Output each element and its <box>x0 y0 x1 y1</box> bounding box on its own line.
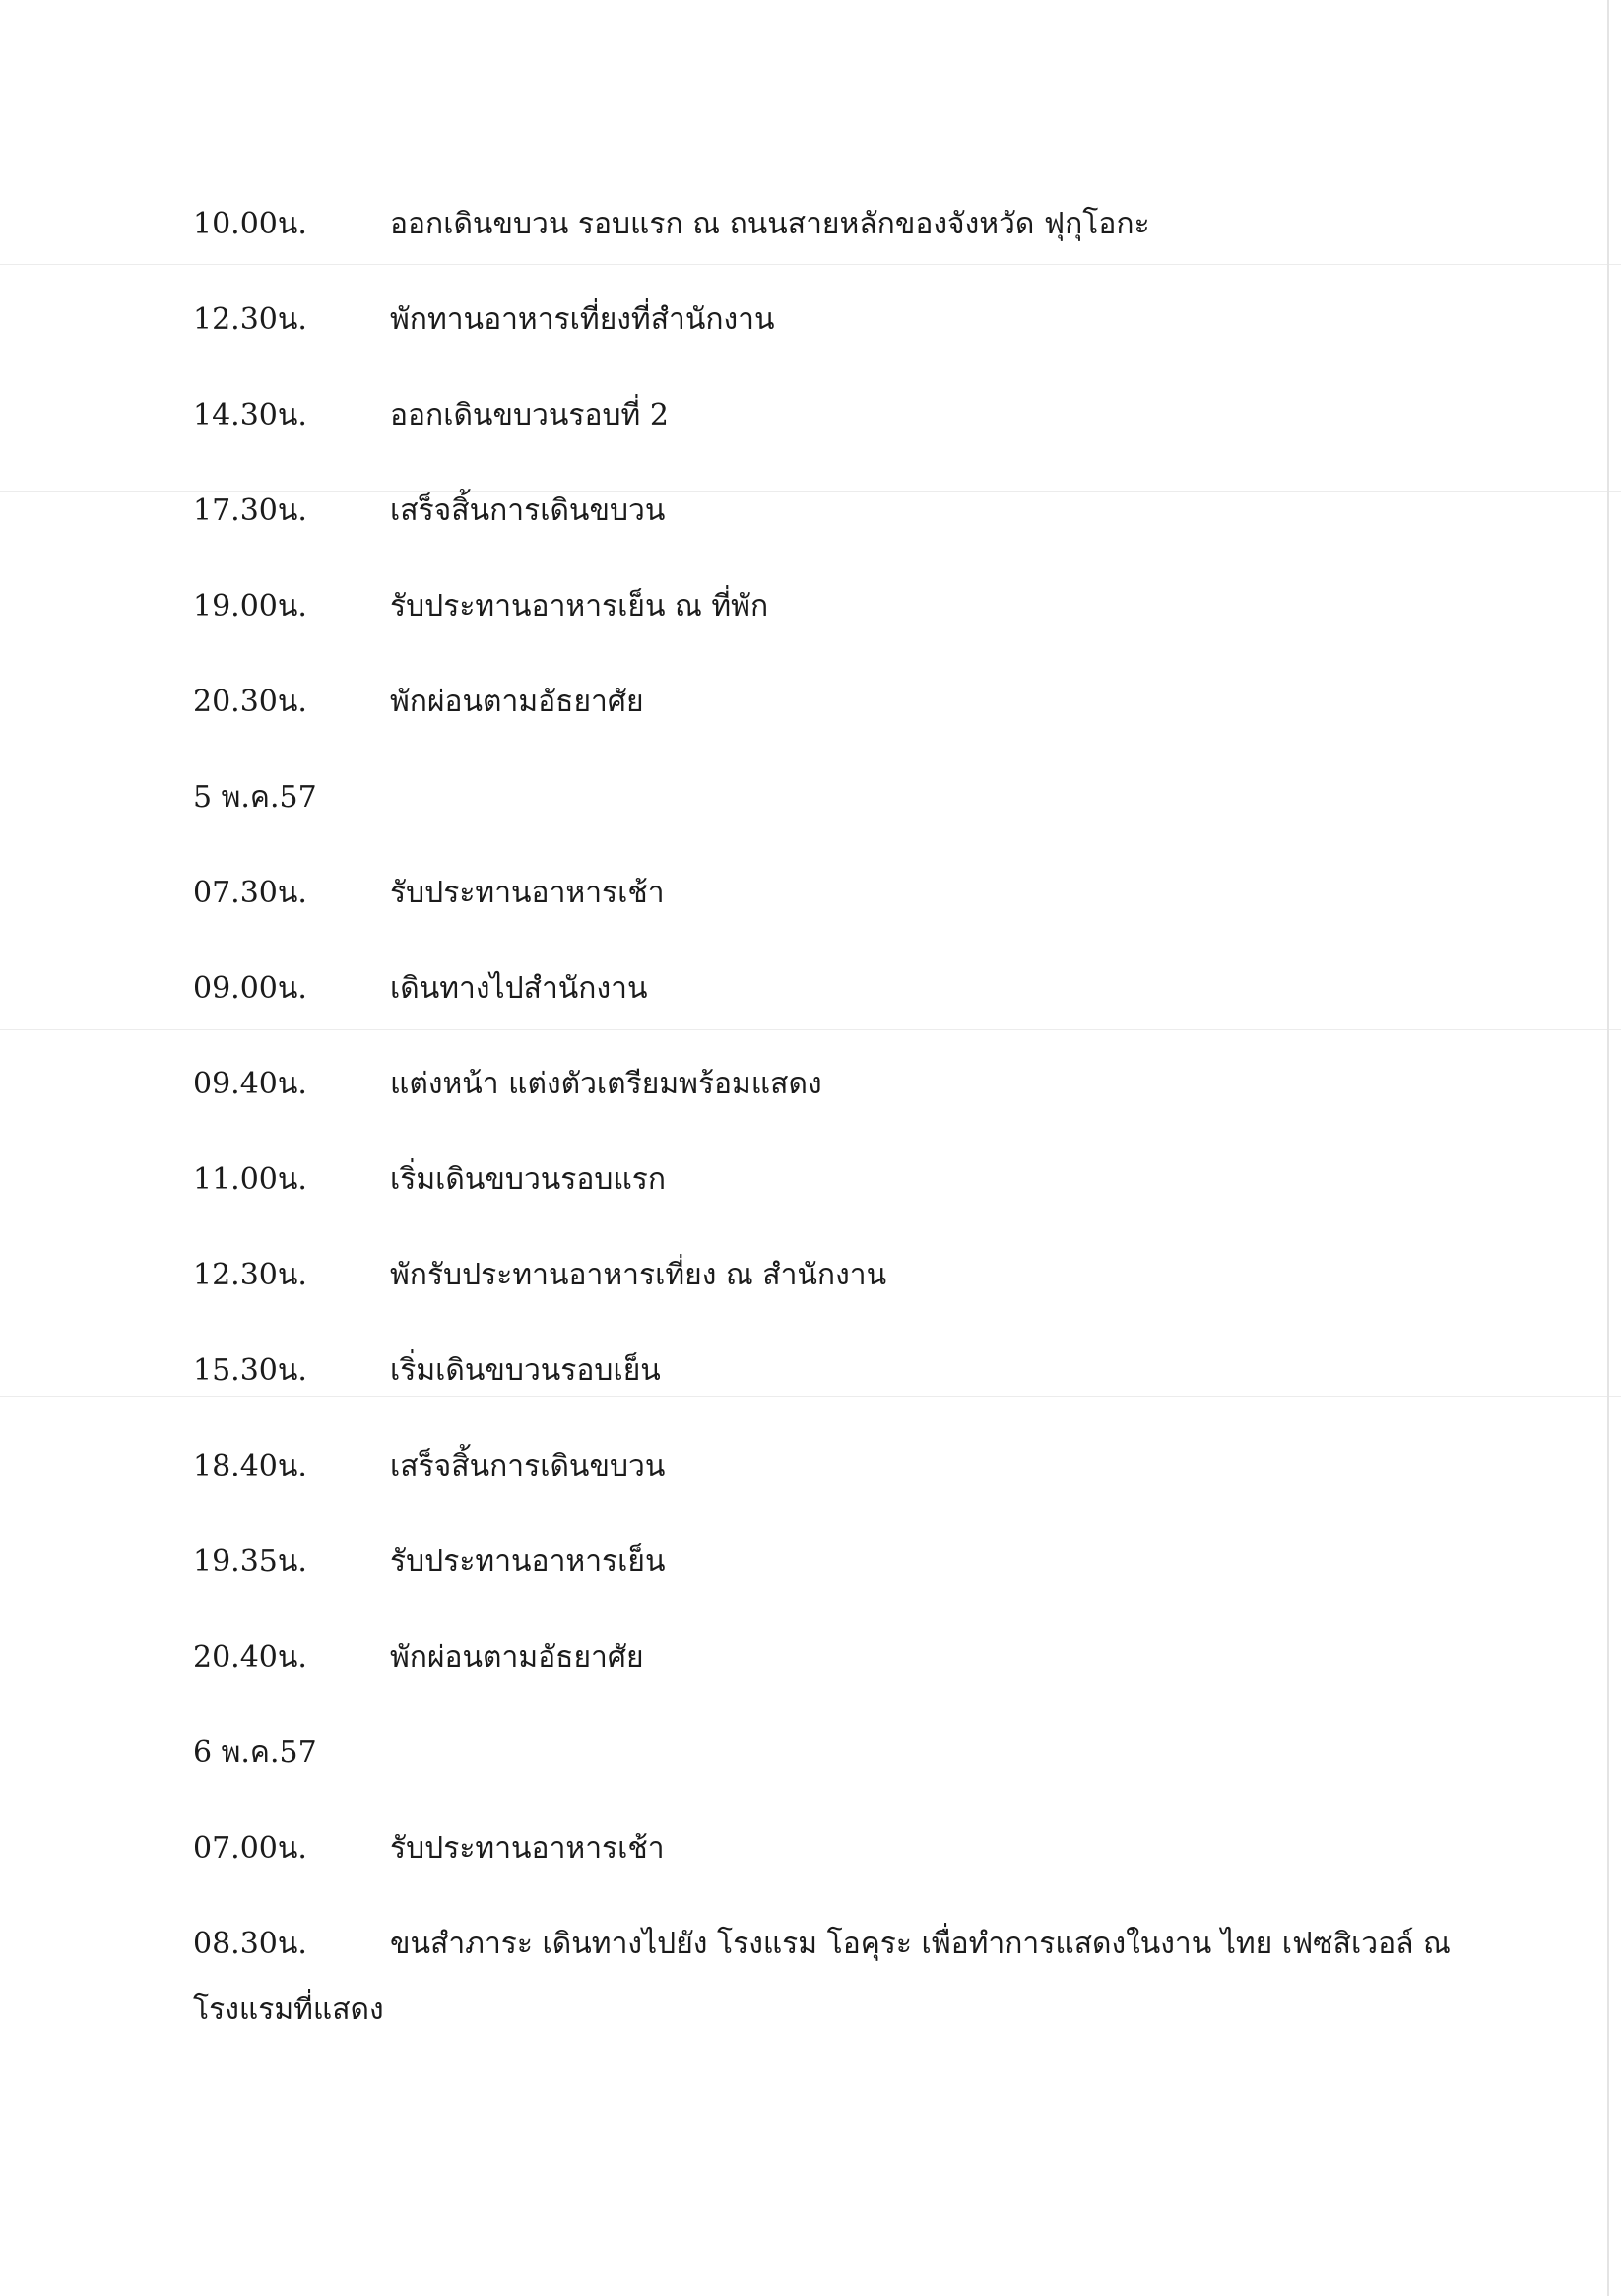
schedule-activity: เริ่มเดินขบวนรอบแรก <box>390 1162 667 1197</box>
schedule-time: 20.40น. <box>193 1640 307 1674</box>
schedule-activity: พักทานอาหารเที่ยงที่สำนักงาน <box>390 302 775 337</box>
day-heading <box>0 768 1621 827</box>
schedule-activity-continuation: โรงแรมที่แสดง <box>193 1993 384 2027</box>
schedule-row <box>0 1915 1621 1974</box>
day-date: 6 พ.ค.57 <box>193 1736 317 1770</box>
schedule-time: 18.40น. <box>193 1449 307 1483</box>
schedule-time: 11.00น. <box>193 1162 307 1197</box>
schedule-row <box>0 482 1621 541</box>
schedule-activity: รับประทานอาหารเช้า <box>390 1831 665 1866</box>
schedule-time: 20.30น. <box>193 685 307 719</box>
schedule-row <box>0 959 1621 1018</box>
schedule-row <box>0 386 1621 445</box>
schedule-time: 17.30น. <box>193 493 307 528</box>
scan-artifact-line <box>0 1029 1621 1030</box>
schedule-time: 09.40น. <box>193 1067 307 1101</box>
schedule-activity: แต่งหน้า แต่งตัวเตรียมพร้อมแสดง <box>390 1067 822 1101</box>
schedule-row <box>0 864 1621 923</box>
schedule-row <box>0 1342 1621 1401</box>
schedule-activity: รับประทานอาหารเช้า <box>390 876 665 910</box>
scan-artifact-line <box>0 264 1621 265</box>
schedule-row <box>0 1150 1621 1210</box>
schedule-activity: ขนสำภาระ เดินทางไปยัง โรงแรม โอคุระ เพื่อทำการแสดงในงาน ไทย เฟซสิเวอล์ ณ <box>390 1927 1451 1961</box>
schedule-activity: ออกเดินขบวน รอบแรก ณ ถนนสายหลักของจังหวัด ฟุกุโอกะ <box>390 207 1150 241</box>
schedule-time: 19.35น. <box>193 1544 307 1579</box>
schedule-time: 07.30น. <box>193 876 307 910</box>
schedule-time: 19.00น. <box>193 589 307 623</box>
schedule-time: 14.30น. <box>193 398 307 432</box>
schedule-activity: รับประทานอาหารเย็น ณ ที่พัก <box>390 589 769 623</box>
schedule-row <box>0 1055 1621 1114</box>
schedule-activity: เสร็จสิ้นการเดินขบวน <box>390 493 666 528</box>
schedule-activity: รับประทานอาหารเย็น <box>390 1544 666 1579</box>
schedule-row <box>0 577 1621 636</box>
schedule-row <box>0 291 1621 350</box>
day-date: 5 พ.ค.57 <box>193 780 317 815</box>
schedule-activity: ออกเดินขบวนรอบที่ 2 <box>390 398 669 432</box>
schedule-time: 07.00น. <box>193 1831 307 1866</box>
schedule-activity: เดินทางไปสำนักงาน <box>390 971 648 1006</box>
schedule-row <box>0 1246 1621 1305</box>
schedule-activity: เสร็จสิ้นการเดินขบวน <box>390 1449 666 1483</box>
schedule-activity: พักรับประทานอาหารเที่ยง ณ สำนักงาน <box>390 1258 887 1292</box>
schedule-continuation-row <box>0 1981 1621 2040</box>
schedule-time: 12.30น. <box>193 1258 307 1292</box>
schedule-time: 10.00น. <box>193 207 307 241</box>
schedule-row <box>0 1533 1621 1592</box>
schedule-row <box>0 1628 1621 1687</box>
schedule-activity: พักผ่อนตามอัธยาศัย <box>390 1640 644 1674</box>
schedule-time: 08.30น. <box>193 1927 307 1961</box>
schedule-activity: พักผ่อนตามอัธยาศัย <box>390 685 644 719</box>
schedule-row <box>0 673 1621 732</box>
schedule-row <box>0 1819 1621 1878</box>
schedule-activity: เริ่มเดินขบวนรอบเย็น <box>390 1353 661 1388</box>
day-heading <box>0 1724 1621 1783</box>
schedule-row <box>0 195 1621 254</box>
schedule-row <box>0 1437 1621 1496</box>
schedule-time: 09.00น. <box>193 971 307 1006</box>
schedule-time: 12.30น. <box>193 302 307 337</box>
schedule-time: 15.30น. <box>193 1353 307 1388</box>
